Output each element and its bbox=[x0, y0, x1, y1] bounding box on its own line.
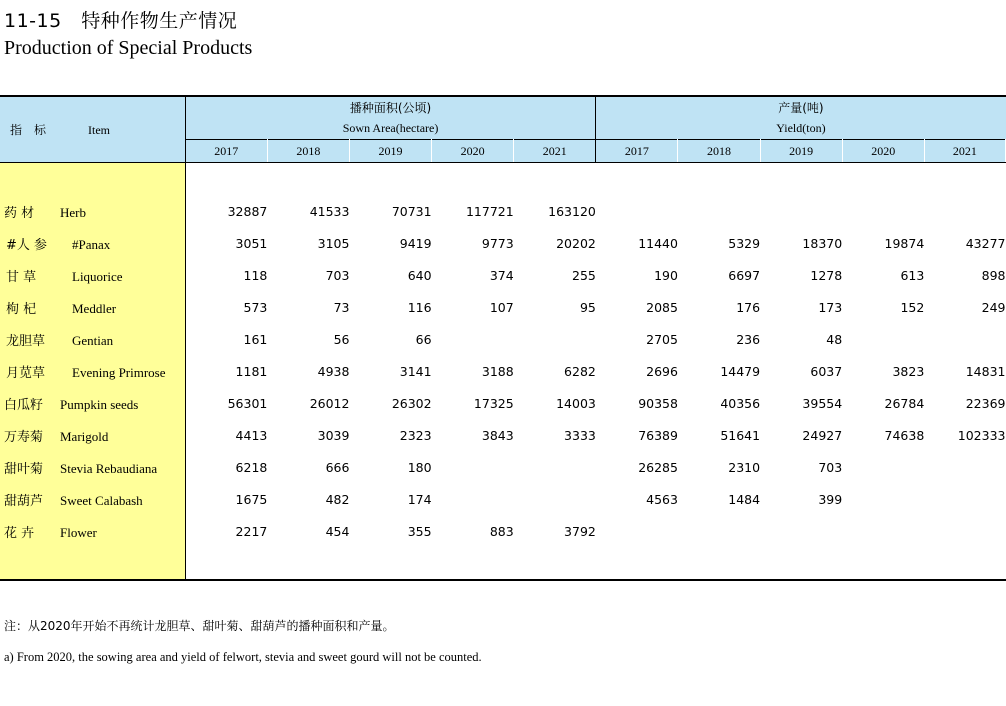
row-item bbox=[0, 195, 185, 227]
item-header-en: Item bbox=[88, 123, 110, 137]
yield-value-2019 bbox=[760, 195, 842, 227]
yield-year-2020: 2020 bbox=[842, 140, 924, 163]
yield-value-2019: 1278 bbox=[810, 267, 843, 283]
yield-value-2018: 1484 bbox=[728, 491, 761, 507]
yield-value-2019 bbox=[760, 515, 842, 547]
row-item-en: Flower bbox=[60, 524, 97, 540]
page-title-en: Production of Special Products bbox=[4, 37, 253, 59]
yield-header-cn: 产量(吨) bbox=[778, 101, 824, 115]
table-row bbox=[0, 515, 1006, 547]
yield-value-2017 bbox=[596, 195, 678, 227]
yield-value-2018: 51641 bbox=[720, 427, 761, 443]
area-value-2020 bbox=[432, 323, 514, 355]
area-value-2019: 640 bbox=[407, 267, 432, 283]
row-item bbox=[0, 451, 185, 483]
area-value-2017: 32887 bbox=[227, 203, 268, 219]
area-value-2020: 107 bbox=[489, 299, 514, 315]
area-year-2018: 2018 bbox=[267, 140, 349, 163]
yield-value-2020: 613 bbox=[900, 267, 925, 283]
row-item bbox=[0, 483, 185, 515]
row-item-cn: #人 参 bbox=[6, 237, 48, 253]
yield-value-2017: 11440 bbox=[638, 235, 678, 251]
area-value-2017: 118 bbox=[243, 267, 268, 283]
yield-value-2017: 4563 bbox=[646, 491, 678, 507]
yield-value-2019: 6037 bbox=[810, 363, 843, 379]
page-title-cn: 11-15 特种作物生产情况 bbox=[4, 10, 238, 32]
yield-value-2017: 2085 bbox=[646, 299, 678, 315]
row-item-en: Herb bbox=[60, 204, 86, 220]
yield-header bbox=[596, 96, 1006, 140]
area-value-2020: 883 bbox=[489, 523, 514, 539]
footnote-en: a) From 2020, the sowing area and yield of felwort, stevia and sweet gourd will not be counted. bbox=[4, 650, 482, 664]
yield-value-2020 bbox=[842, 515, 924, 547]
area-value-2019: 355 bbox=[407, 523, 432, 539]
area-value-2019: 9419 bbox=[399, 235, 432, 251]
area-value-2017: 3051 bbox=[235, 235, 268, 251]
row-item-cn: 甘 草 bbox=[6, 269, 37, 285]
row-item-cn: 万寿菊 bbox=[4, 429, 44, 445]
yield-year-2019: 2019 bbox=[760, 140, 842, 163]
yield-value-2020 bbox=[842, 483, 924, 515]
area-value-2019: 116 bbox=[407, 299, 432, 315]
area-year-2021: 2021 bbox=[514, 140, 596, 163]
area-value-2020: 9773 bbox=[481, 235, 514, 251]
yield-value-2021 bbox=[924, 195, 1005, 227]
area-value-2018: 73 bbox=[333, 299, 350, 315]
area-value-2018: 3105 bbox=[317, 235, 350, 251]
yield-value-2018: 5329 bbox=[728, 235, 761, 251]
yield-year-2021: 2021 bbox=[924, 140, 1005, 163]
yield-value-2019: 18370 bbox=[802, 235, 843, 251]
yield-value-2019: 703 bbox=[818, 459, 843, 475]
yield-value-2021: 22369 bbox=[965, 395, 1006, 411]
area-value-2021 bbox=[514, 323, 596, 355]
area-value-2021: 3333 bbox=[564, 427, 596, 443]
row-item-en: Meddler bbox=[72, 300, 117, 316]
area-value-2020: 117721 bbox=[465, 203, 514, 219]
area-value-2020 bbox=[432, 483, 514, 515]
area-value-2017: 56301 bbox=[227, 395, 268, 411]
area-value-2021: 14003 bbox=[556, 395, 596, 411]
yield-value-2020 bbox=[842, 323, 924, 355]
row-item bbox=[0, 227, 185, 259]
row-item-cn: 枸 杞 bbox=[6, 301, 37, 317]
yield-value-2018: 236 bbox=[736, 331, 761, 347]
yield-value-2020 bbox=[842, 451, 924, 483]
yield-value-2018 bbox=[678, 515, 760, 547]
area-value-2018: 454 bbox=[325, 523, 350, 539]
area-value-2021: 6282 bbox=[564, 363, 596, 379]
sown-area-header-cn: 播种面积(公顷) bbox=[349, 101, 432, 115]
row-item-en: Marigold bbox=[60, 428, 109, 444]
area-value-2021: 95 bbox=[579, 299, 596, 315]
item-header bbox=[0, 96, 185, 163]
area-value-2021: 163120 bbox=[548, 203, 596, 219]
table-row bbox=[0, 227, 1006, 259]
row-item-en: Stevia Rebaudiana bbox=[60, 460, 158, 476]
yield-value-2021 bbox=[924, 323, 1005, 355]
area-value-2021 bbox=[514, 451, 596, 483]
table-row bbox=[0, 387, 1006, 419]
row-item-cn: 甜葫芦 bbox=[4, 493, 44, 509]
area-value-2019: 70731 bbox=[391, 203, 432, 219]
row-item-cn: 龙胆草 bbox=[6, 333, 46, 349]
area-value-2017: 2217 bbox=[235, 523, 268, 539]
row-item-en: #Panax bbox=[72, 236, 111, 252]
table-row bbox=[0, 323, 1006, 355]
area-value-2020: 3188 bbox=[481, 363, 514, 379]
area-year-2019: 2019 bbox=[349, 140, 431, 163]
yield-value-2018: 6697 bbox=[728, 267, 761, 283]
row-item-en: Gentian bbox=[72, 332, 114, 348]
yield-value-2017: 2705 bbox=[646, 331, 678, 347]
yield-value-2019: 399 bbox=[818, 491, 843, 507]
row-item bbox=[0, 291, 185, 323]
sown-area-header bbox=[185, 96, 596, 140]
yield-year-2018: 2018 bbox=[678, 140, 760, 163]
area-year-2020: 2020 bbox=[432, 140, 514, 163]
table-row bbox=[0, 259, 1006, 291]
yield-value-2019: 173 bbox=[818, 299, 843, 315]
yield-value-2020: 26784 bbox=[884, 395, 925, 411]
row-item-cn: 药 材 bbox=[4, 205, 35, 221]
yield-value-2017: 2696 bbox=[646, 363, 678, 379]
row-item-cn: 白瓜籽 bbox=[4, 397, 44, 413]
yield-value-2019: 24927 bbox=[802, 427, 843, 443]
area-value-2019: 26302 bbox=[391, 395, 432, 411]
yield-value-2021: 14831 bbox=[965, 363, 1006, 379]
row-item-cn: 花 卉 bbox=[4, 525, 35, 541]
yield-value-2017: 26285 bbox=[638, 459, 678, 475]
footnote-cn: 注：从2020年开始不再统计龙胆草、甜叶菊、甜葫芦的播种面积和产量。 bbox=[4, 619, 395, 633]
area-value-2017: 1181 bbox=[235, 363, 268, 379]
yield-value-2021: 43277 bbox=[965, 235, 1006, 251]
yield-value-2021 bbox=[924, 451, 1005, 483]
area-value-2017: 1675 bbox=[235, 491, 268, 507]
item-header-cn: 指 标 bbox=[10, 123, 47, 137]
area-value-2017: 6218 bbox=[235, 459, 268, 475]
yield-value-2017: 90358 bbox=[638, 395, 678, 411]
yield-value-2018 bbox=[678, 195, 760, 227]
table-row bbox=[0, 451, 1006, 483]
area-year-2017: 2017 bbox=[185, 140, 267, 163]
area-value-2018: 666 bbox=[325, 459, 350, 475]
yield-value-2021: 249 bbox=[981, 299, 1006, 315]
table-row bbox=[0, 419, 1006, 451]
row-item bbox=[0, 515, 185, 547]
row-item-en: Pumpkin seeds bbox=[60, 396, 139, 412]
row-item bbox=[0, 387, 185, 419]
area-value-2018: 4938 bbox=[317, 363, 350, 379]
area-value-2018: 41533 bbox=[309, 203, 350, 219]
row-item-en: Liquorice bbox=[72, 268, 123, 284]
area-value-2019: 174 bbox=[407, 491, 432, 507]
production-table bbox=[0, 95, 1006, 581]
table-row bbox=[0, 355, 1006, 387]
yield-value-2021: 102333 bbox=[957, 427, 1006, 443]
area-value-2018: 703 bbox=[325, 267, 350, 283]
area-value-2019: 180 bbox=[407, 459, 432, 475]
table-spacer-bottom bbox=[0, 547, 1006, 580]
yield-value-2020: 74638 bbox=[884, 427, 925, 443]
yield-value-2018: 14479 bbox=[720, 363, 761, 379]
row-item-en: Sweet Calabash bbox=[60, 492, 143, 508]
row-item bbox=[0, 355, 185, 387]
yield-value-2017: 190 bbox=[654, 267, 678, 283]
area-value-2017: 161 bbox=[243, 331, 268, 347]
yield-value-2019: 48 bbox=[826, 331, 843, 347]
area-value-2021: 20202 bbox=[556, 235, 596, 251]
table-spacer-top bbox=[0, 163, 1006, 196]
yield-value-2020: 19874 bbox=[884, 235, 925, 251]
area-value-2018: 3039 bbox=[317, 427, 350, 443]
row-item bbox=[0, 259, 185, 291]
table-row bbox=[0, 483, 1006, 515]
area-value-2017: 4413 bbox=[235, 427, 268, 443]
area-value-2018: 56 bbox=[333, 331, 350, 347]
row-item-en: Evening Primrose bbox=[72, 364, 166, 380]
area-value-2020: 17325 bbox=[473, 395, 514, 411]
yield-value-2020: 152 bbox=[900, 299, 925, 315]
yield-value-2021: 898 bbox=[981, 267, 1006, 283]
row-item-cn: 甜叶菊 bbox=[4, 461, 44, 477]
yield-value-2020 bbox=[842, 195, 924, 227]
yield-value-2017: 76389 bbox=[638, 427, 678, 443]
yield-value-2019: 39554 bbox=[802, 395, 843, 411]
row-item-cn: 月苋草 bbox=[6, 365, 46, 381]
sown-area-header-en: Sown Area(hectare) bbox=[342, 121, 439, 135]
yield-value-2021 bbox=[924, 515, 1005, 547]
yield-value-2018: 2310 bbox=[728, 459, 761, 475]
area-value-2019: 66 bbox=[415, 331, 432, 347]
row-item bbox=[0, 323, 185, 355]
area-value-2017: 573 bbox=[243, 299, 268, 315]
area-value-2018: 482 bbox=[325, 491, 350, 507]
area-value-2021 bbox=[514, 483, 596, 515]
area-value-2021: 255 bbox=[572, 267, 596, 283]
row-item bbox=[0, 419, 185, 451]
area-value-2021: 3792 bbox=[564, 523, 596, 539]
table-row bbox=[0, 291, 1006, 323]
yield-value-2018: 176 bbox=[736, 299, 761, 315]
yield-value-2018: 40356 bbox=[720, 395, 761, 411]
area-value-2018: 26012 bbox=[309, 395, 350, 411]
area-value-2020 bbox=[432, 451, 514, 483]
yield-value-2017 bbox=[596, 515, 678, 547]
yield-year-2017: 2017 bbox=[596, 140, 678, 163]
yield-header-en: Yield(ton) bbox=[776, 121, 826, 135]
area-value-2020: 374 bbox=[489, 267, 514, 283]
yield-value-2021 bbox=[924, 483, 1005, 515]
table-row bbox=[0, 195, 1006, 227]
table-body bbox=[0, 163, 1006, 581]
yield-value-2020: 3823 bbox=[892, 363, 925, 379]
area-value-2019: 2323 bbox=[399, 427, 432, 443]
area-value-2020: 3843 bbox=[481, 427, 514, 443]
area-value-2019: 3141 bbox=[399, 363, 432, 379]
